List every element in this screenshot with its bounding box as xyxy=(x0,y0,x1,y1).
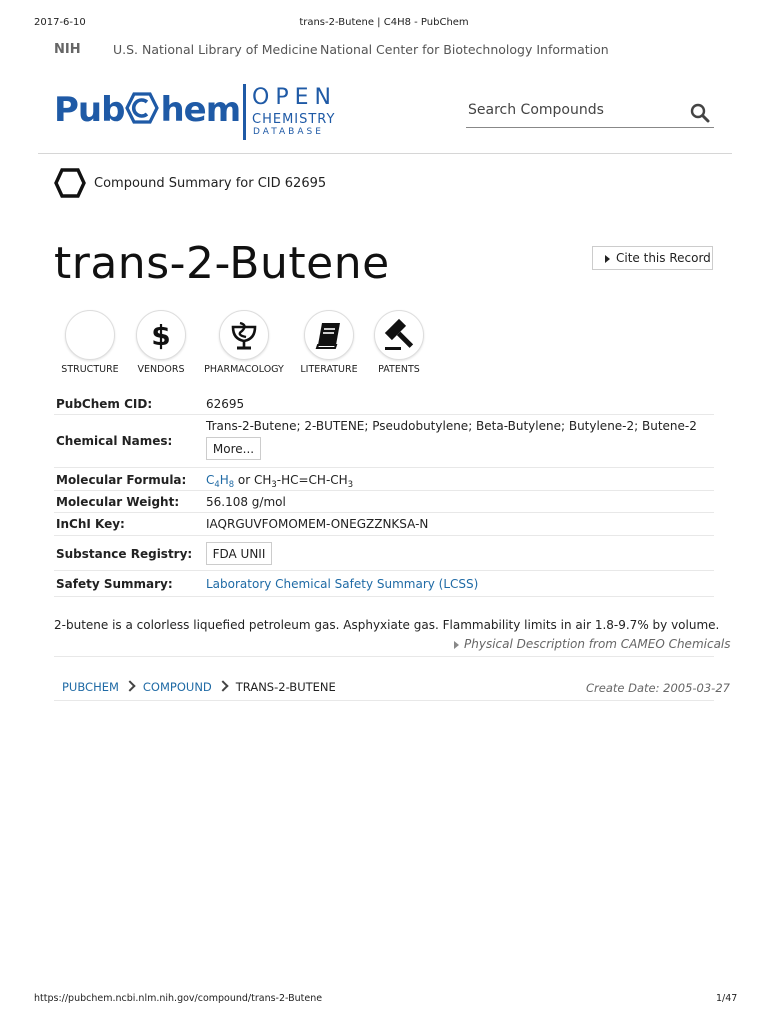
inchi-key-value: IAQRGUVFOMOMEM-ONEGZZNKSA-N xyxy=(206,517,429,531)
nlm-link[interactable]: U.S. National Library of Medicine xyxy=(113,42,318,57)
row-divider xyxy=(54,490,714,491)
molecular-formula-value: $C_4H_8$ or $CH_3-HC=CH-CH_3$ xyxy=(206,473,354,489)
nav-label: LITERATURE xyxy=(300,364,358,375)
row-divider xyxy=(54,570,714,571)
row-divider xyxy=(54,656,714,657)
chevron-right-icon xyxy=(217,680,228,691)
svg-text:$: $ xyxy=(151,319,171,352)
pubchem-logo[interactable] xyxy=(54,84,354,144)
caret-right-icon xyxy=(605,255,610,263)
more-names-button[interactable]: More... xyxy=(206,437,261,460)
nav-vendors[interactable] xyxy=(121,310,201,375)
nih-link[interactable]: NIH xyxy=(54,42,81,57)
row-divider xyxy=(54,700,714,701)
dollar-icon xyxy=(136,310,186,360)
structure-icon xyxy=(65,310,115,360)
nav-patents[interactable] xyxy=(359,310,439,375)
fda-unii-button[interactable]: FDA UNII xyxy=(206,542,272,565)
logo-wordmark: Pub hem xyxy=(54,90,241,130)
inchi-key-label: InChI Key: xyxy=(56,517,125,531)
substance-registry-label: Substance Registry: xyxy=(56,547,193,561)
footer-page-number: 1/47 xyxy=(716,993,738,1004)
breadcrumb xyxy=(62,680,336,694)
safety-summary-value xyxy=(206,577,478,591)
cid-value: 62695 xyxy=(206,397,245,411)
hexagon-logo-icon xyxy=(125,92,159,124)
description-source-link[interactable] xyxy=(454,637,731,651)
breadcrumb-current: TRANS-2-BUTENE xyxy=(235,680,336,694)
chemical-names-value: Trans-2-Butene; 2-BUTENE; Pseudobutylene; Beta-Butylene; Butylene-2; Butene-2 xyxy=(206,419,697,433)
logo-chemistry: CHEMISTRY xyxy=(252,112,336,127)
print-date: 2017-6-10 xyxy=(34,17,86,28)
create-date: Create Date: 2005-03-27 xyxy=(586,681,730,695)
breadcrumb-compound[interactable]: COMPOUND xyxy=(142,680,212,694)
ncbi-link[interactable]: National Center for Biotechnology Information xyxy=(320,42,609,57)
nav-literature[interactable] xyxy=(289,310,369,375)
gavel-icon xyxy=(374,310,424,360)
hexagon-icon xyxy=(54,168,86,198)
footer-url: https://pubchem.ncbi.nlm.nih.gov/compound/trans-2-Butene xyxy=(34,993,323,1004)
search-input[interactable] xyxy=(468,102,678,118)
molecular-weight-label: Molecular Weight: xyxy=(56,495,180,509)
header-divider xyxy=(38,153,732,154)
molecular-formula-label: Molecular Formula: xyxy=(56,473,187,487)
row-divider xyxy=(54,512,714,513)
molecular-weight-value: 56.108 g/mol xyxy=(206,495,286,509)
pharmacy-icon xyxy=(219,310,269,360)
search-icon[interactable] xyxy=(690,103,710,123)
nav-label: STRUCTURE xyxy=(61,364,119,375)
caret-right-icon xyxy=(454,641,459,649)
chevron-right-icon xyxy=(124,680,135,691)
compound-summary-label: Compound Summary for CID 62695 xyxy=(94,176,327,191)
logo-database: DATABASE xyxy=(253,127,324,137)
row-divider xyxy=(54,467,714,468)
description-source-label: Physical Description from CAMEO Chemicals xyxy=(464,637,731,651)
nav-label: VENDORS xyxy=(137,364,185,375)
row-divider xyxy=(54,596,714,597)
safety-summary-label: Safety Summary: xyxy=(56,577,173,591)
cid-label: PubChem CID: xyxy=(56,397,153,411)
logo-separator xyxy=(243,84,246,140)
physical-description: 2-butene is a colorless liquefied petroleum gas. Asphyxiate gas. Flammability limits in air 1.8-9.7% by volume. xyxy=(54,618,720,632)
search-box xyxy=(466,99,714,128)
cite-record-label: Cite this Record xyxy=(616,251,711,265)
row-divider xyxy=(54,535,714,536)
breadcrumb-pubchem[interactable]: PUBCHEM xyxy=(62,680,119,694)
nav-structure[interactable] xyxy=(50,310,130,375)
nav-label: PHARMACOLOGY xyxy=(204,364,284,375)
chemical-names-label: Chemical Names: xyxy=(56,434,173,448)
nav-pharmacology[interactable] xyxy=(204,310,284,375)
cite-record-button[interactable] xyxy=(592,246,713,270)
formula-link[interactable]: $C_4H_8$ xyxy=(206,473,235,489)
print-page-title: trans-2-Butene | C4H8 - PubChem xyxy=(299,17,469,28)
nav-label: PATENTS xyxy=(378,364,420,375)
page-title: trans-2-Butene xyxy=(54,238,390,289)
book-icon xyxy=(304,310,354,360)
logo-open: OPEN xyxy=(252,85,337,110)
lcss-link[interactable]: Laboratory Chemical Safety Summary (LCSS) xyxy=(206,577,479,591)
compound-summary-header xyxy=(54,168,327,202)
row-divider xyxy=(54,414,714,415)
